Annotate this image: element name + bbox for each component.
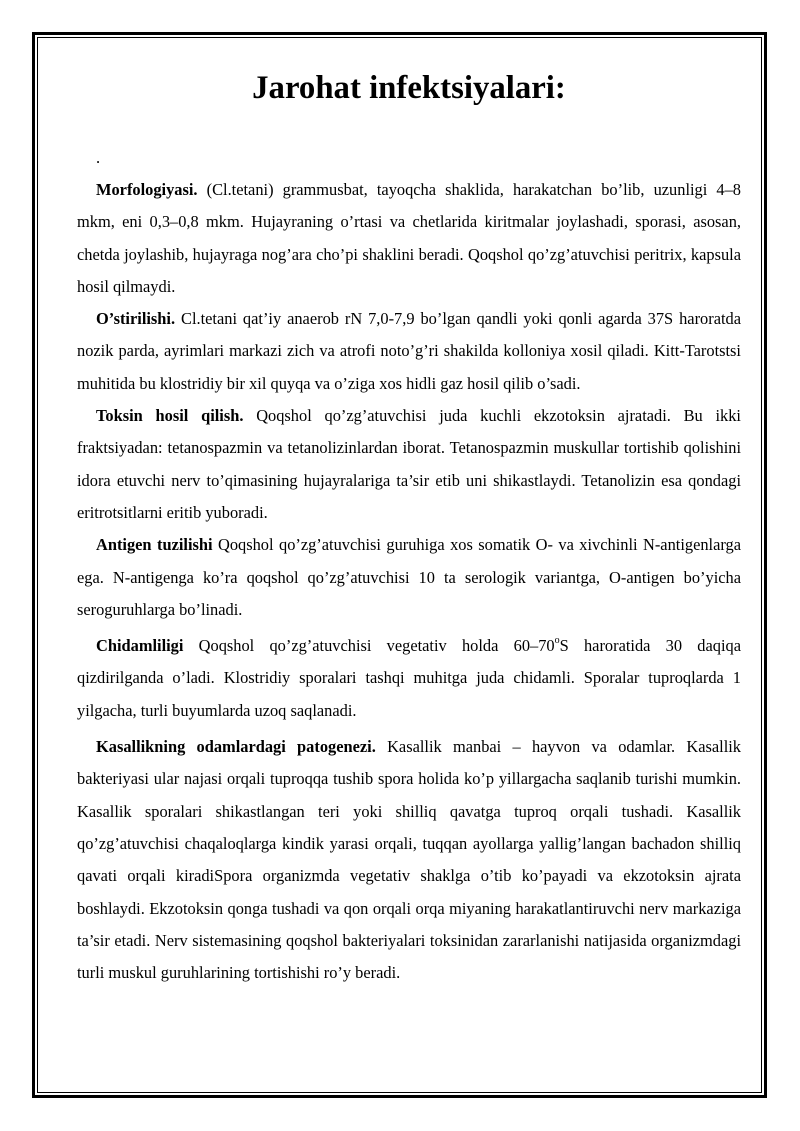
- paragraph-antigen: [77, 529, 741, 626]
- paragraph-text: S haroratida 30 daqiqa qizdirilganda o’ladi. Klostridiy sporalari tashqi muhitga juda chidamli. Sporalar tuproqlarda 1 yilgacha, turli buyumlarda uzoq saqlanadi.: [77, 636, 741, 720]
- paragraph-toxin: [77, 400, 741, 529]
- stray-dot: .: [96, 148, 101, 167]
- paragraph-morphology: [77, 174, 741, 303]
- paragraph-heading: O’stirilishi.: [96, 309, 176, 329]
- paragraph-heading: Toksin hosil qilish.: [96, 406, 244, 426]
- paragraph-heading: Morfologiyasi.: [96, 180, 198, 199]
- paragraph-text: (Cl.tetani) grammusbat, tayoqcha shaklida, harakatchan bo’lib, uzunligi 4–8 mkm, eni 0,3–0,8 mkm. Hujayraning o’rtasi va chetlarida kiritmalar joylashadi, sporasi, asosan, chetda joylashib, hujayraga nog’ara cho’pi shaklini beradi. Qoqshol qo’zg’atuvchisi peritrix, kapsula hosil qilmaydi.: [77, 180, 741, 296]
- paragraph-heading: Antigen tuzilishi: [96, 535, 213, 555]
- paragraph-cultivation: [77, 303, 741, 400]
- paragraph-text: Qoqshol qo’zg’atuvchisi vegetativ holda 60–70: [183, 636, 555, 656]
- paragraph-heading: Kasallikning odamlardagi patogenezi.: [96, 737, 376, 757]
- paragraph-text: Qoqshol qo’zg’atuvchisi guruhiga xos somatik O- va xivchinli N-antigenlarga ega. N-antigenga ko’ra qoqshol qo’zg’atuvchisi 10 ta serologik variantga, O-antigen bo’yicha seroguruhlarga bo’linadi.: [77, 535, 741, 619]
- paragraph-pathogenesis: [77, 731, 741, 989]
- paragraph-text: Kasallik manbai – hayvon va odamlar. Kasallik bakteriyasi ular najasi orqali tuproqqa tushib spora holida ko’p yillargacha saqlanib turishi mumkin. Kasallik sporalari shikastlangan teri yoki shilliq qavatga tuproq orqali tushadi. Kasallik qo’zg’atuvchisi chaqaloqlarga kindik yarasi orqali, tuqqan ayollarga yallig’langan bachadon shilliq qavati orqali kiradiSpora organizmda vegetativ shaklga o’tib ko’payadi va ekzotoksin ajrata boshlaydi. Ekzotoksin qonga tushadi va qon orqali orqa miyaning harakatlantiruvchi nerv markaziga ta’sir etadi. Nerv sistemasining qoqshol bakteriyalari toksinidan zararlanishi natijasida organizmdagi turli muskul guruhlarining tortishishi ro’y beradi.: [77, 737, 741, 983]
- paragraph-text: Cl.tetani qat’iy anaerob rN 7,0-7,9 bo’lgan qandli yoki qonli agarda 37S haroratda nozik parda, ayrimlari markazi zich va atrofi noto’g’ri shakilda kolloniya xosil qiladi. Kitt-Tarotstsi muhitida bu klostridiy bir xil quyqa va o’ziga xos hidli gaz hosil qilib o’sadi.: [77, 309, 741, 393]
- document-title: Jarohat infektsiyalari:: [252, 70, 566, 106]
- document-body: [77, 72, 741, 989]
- paragraph-resistance: [77, 630, 741, 727]
- degree-superscript: o: [554, 635, 560, 647]
- paragraph-heading: Chidamliligi: [96, 636, 184, 656]
- paragraph-text: Qoqshol qo’zg’atuvchisi juda kuchli ekzotoksin ajratadi. Bu ikki fraktsiyadan: tetanospazmin va tetanolizinlardan iborat. Tetanospazmin muskullar tortishib qolishini idora etuvchi nerv to’qimasining hujayralariga ta’sir etib uni shikastlaydi. Tetanolizin esa qondagi eritrotsitlarni eritib yuboradi.: [77, 406, 741, 522]
